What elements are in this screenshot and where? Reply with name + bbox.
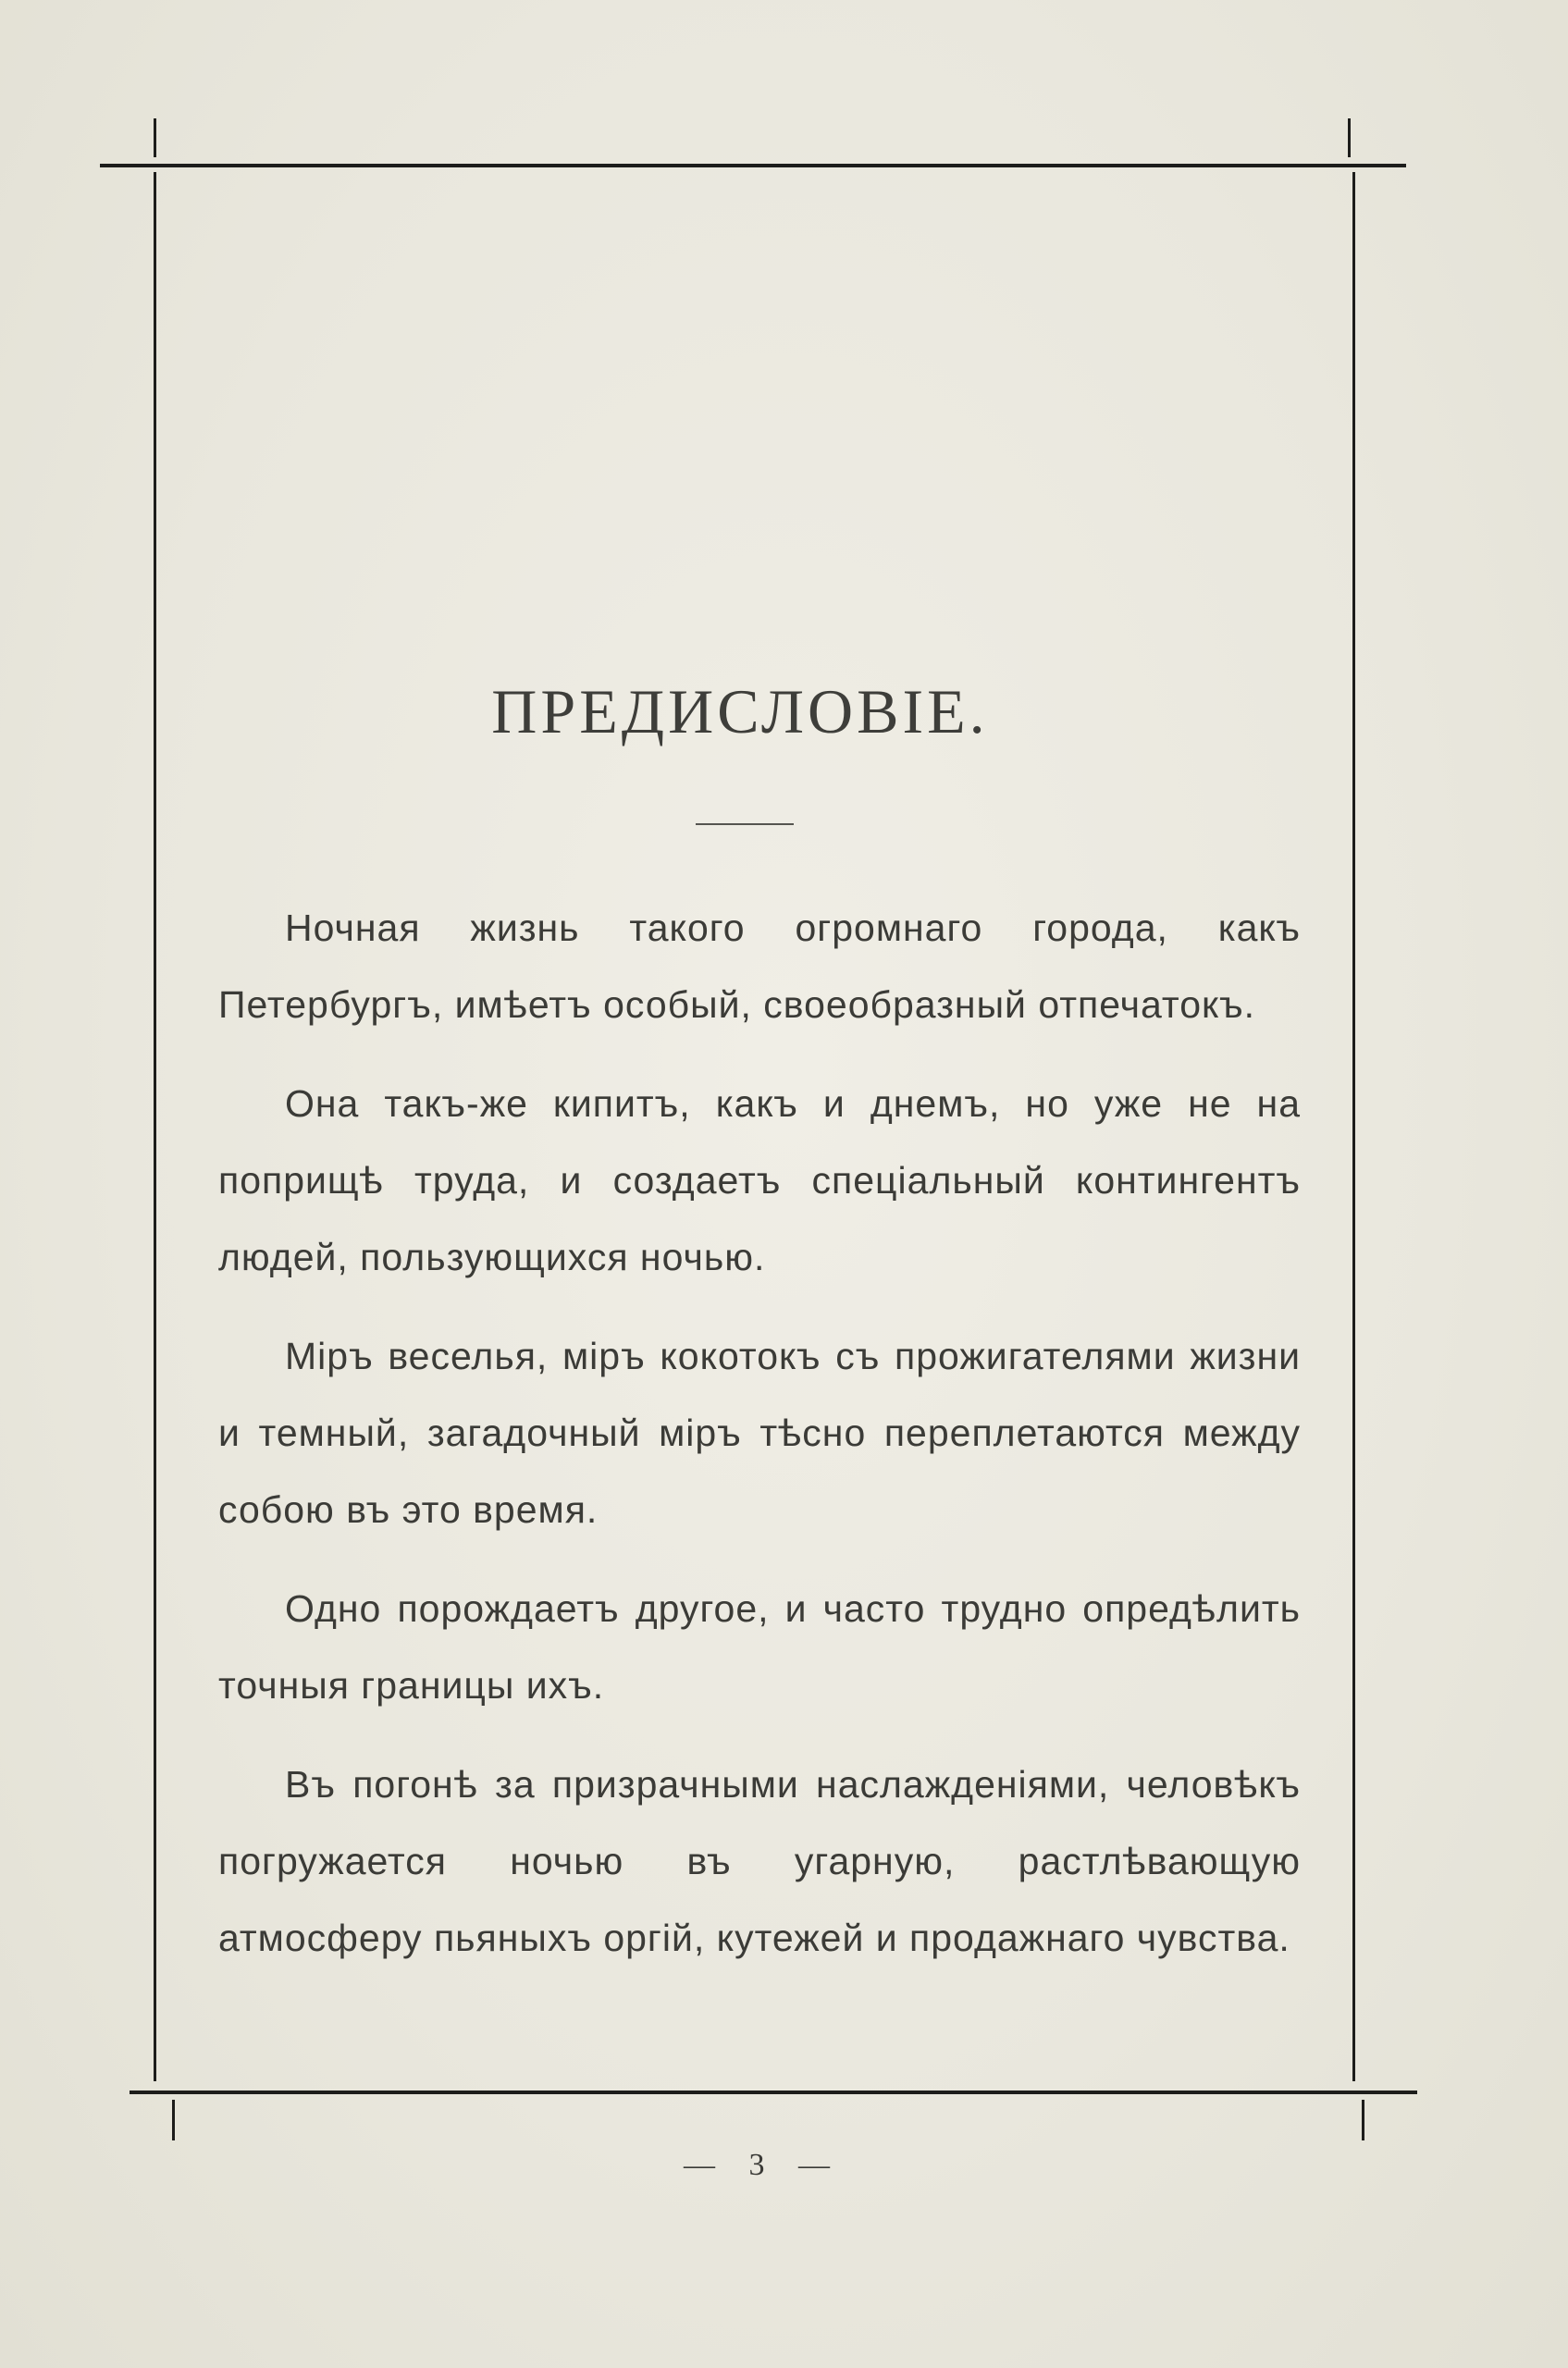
frame-tick-bottom-right [1362,2100,1364,2140]
frame-rule-right [1352,172,1355,2081]
frame-tick-top-right [1348,118,1351,157]
title-divider [696,823,794,825]
frame-tick-top-left [154,118,156,157]
frame-rule-left [154,172,156,2081]
preface-body [218,890,1301,1999]
paragraph: Она такъ-же кипитъ, какъ и днемъ, но уже не на поприщѣ труда, и создаетъ спеціальный контингентъ людей, пользующихся ночью. [218,1082,1301,1278]
frame-rule-bottom [130,2090,1417,2094]
frame-tick-bottom-left [172,2100,175,2140]
paragraph: Одно порождаетъ другое, и часто трудно опредѣлить точныя границы ихъ. [218,1587,1301,1707]
paragraph: Міръ веселья, міръ кокотокъ съ прожигателями жизни и темный, загадочный міръ тѣсно переплетаются между собою въ это время. [218,1335,1301,1531]
paragraph: Въ погонѣ за призрачными наслажденіями, человѣкъ погружается ночью въ угарную, растлѣвающую атмосферу пьяныхъ оргій, кутежей и продажнаго чувства. [218,1763,1301,1959]
page-title: ПРЕДИСЛОВІЕ. [491,676,989,746]
frame-rule-top [100,164,1406,167]
paragraph: Ночная жизнь такого огромнаго города, какъ Петербургъ, имѣетъ особый, своеобразный отпечатокъ. [218,906,1301,1026]
page-number: — 3 — [684,2148,843,2182]
